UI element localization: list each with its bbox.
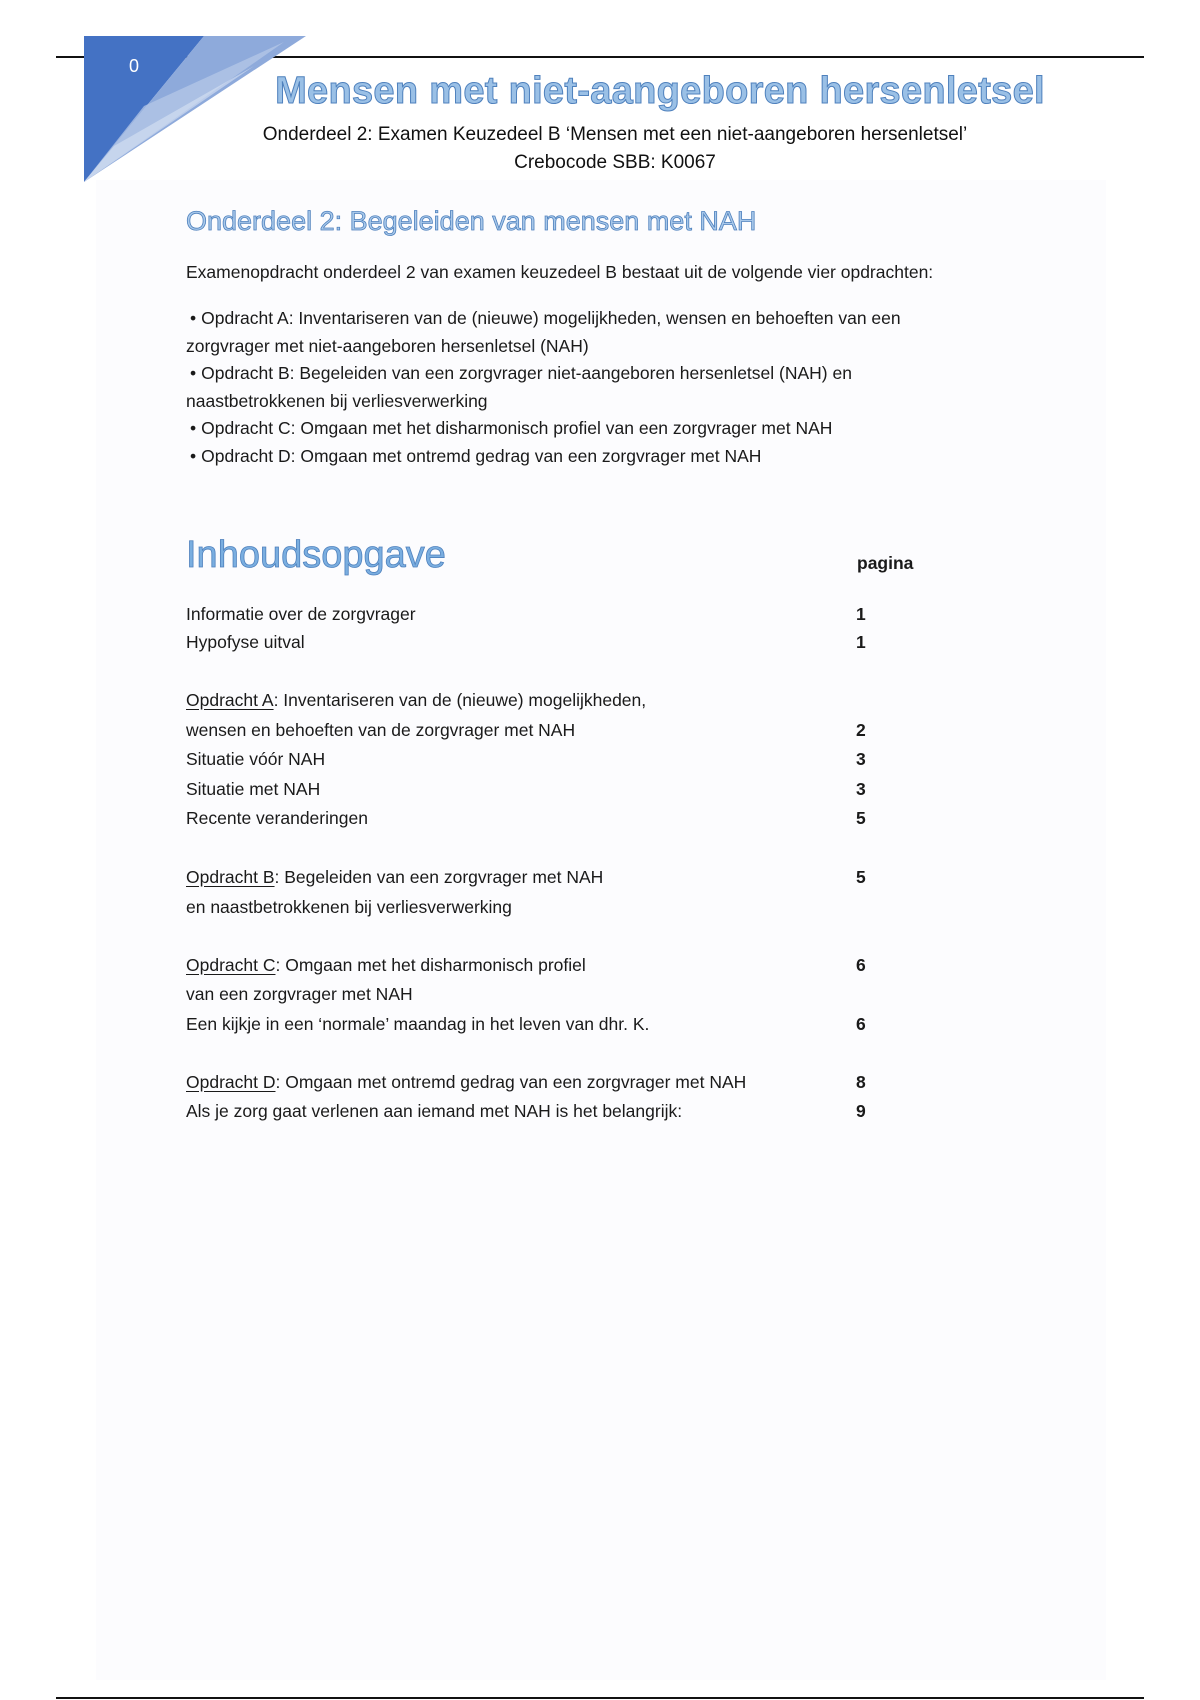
crebocode: Crebocode SBB: K0067	[514, 152, 716, 173]
section-heading: Onderdeel 2: Begeleiden van mensen met NAH	[186, 206, 757, 236]
toc-page-number: 6	[856, 955, 866, 975]
toc-page-label: pagina	[857, 553, 914, 573]
toc-entry: Opdracht B: Begeleiden van een zorgvrager met NAH 5	[186, 867, 866, 887]
toc-page-number: 2	[856, 720, 866, 740]
toc-page-number: 6	[856, 1014, 866, 1034]
list-item: • Opdracht D: Omgaan met ontremd gedrag van een zorgvrager met NAH	[190, 445, 762, 466]
toc-entry: Situatie met NAH 3	[186, 779, 866, 799]
toc-entry: Informatie over de zorgvrager 1	[186, 604, 866, 624]
toc-entry: en naastbetrokkenen bij verliesverwerking	[186, 897, 512, 917]
bullet-icon: •	[190, 418, 197, 438]
toc-entry: Hypofyse uitval 1	[186, 632, 866, 652]
list-item: • Opdracht A: Inventariseren van de (nieuwe) mogelijkheden, wensen en behoeften van een zorgvrager met niet-aangeboren hersenletsel (NAH)	[186, 308, 901, 356]
toc-entry: Situatie vóór NAH 3	[186, 749, 866, 769]
toc-page-number: 3	[856, 779, 866, 799]
toc-page-number: 1	[856, 632, 866, 652]
toc-link-opdracht-b: Opdracht B	[186, 867, 275, 887]
toc-entry: Opdracht C: Omgaan met het disharmonisch profiel 6	[186, 955, 866, 975]
toc-link-opdracht-c: Opdracht C	[186, 955, 276, 975]
toc-page-number: 3	[856, 749, 866, 769]
intro-text: Examenopdracht onderdeel 2 van examen keuzedeel B bestaat uit de volgende vier opdrachten:	[186, 262, 934, 282]
bullet-icon: •	[190, 308, 197, 328]
toc-page-number: 1	[856, 604, 866, 624]
document-subtitle: Onderdeel 2: Examen Keuzedeel B ‘Mensen met een niet-aangeboren hersenletsel’	[262, 124, 968, 145]
toc-entry: wensen en behoeften van de zorgvrager met NAH 2	[186, 720, 866, 740]
footer-rule	[56, 1697, 1144, 1699]
page-number: 0	[128, 56, 139, 76]
toc-page-number: 5	[856, 808, 866, 828]
toc-page-number: 8	[856, 1072, 866, 1092]
bullet-icon: •	[190, 363, 197, 383]
list-item: • Opdracht C: Omgaan met het disharmonisch profiel van een zorgvrager met NAH	[190, 418, 833, 438]
toc-entry: Een kijkje in een ‘normale’ maandag in het leven van dhr. K. 6	[186, 1014, 866, 1034]
toc-entry: Opdracht A: Inventariseren van de (nieuwe) mogelijkheden,	[186, 690, 647, 710]
toc-heading: Inhoudsopgave	[186, 534, 446, 576]
toc-link-opdracht-d: Opdracht D	[186, 1072, 276, 1092]
assignment-list	[186, 305, 1006, 470]
list-item: • Opdracht B: Begeleiden van een zorgvrager niet-aangeboren hersenletsel (NAH) en naastbetrokkenen bij verliesverwerking	[186, 363, 852, 411]
bullet-icon: •	[190, 445, 197, 466]
toc-entry: Recente veranderingen 5	[186, 808, 866, 828]
toc-entry: Opdracht D: Omgaan met ontremd gedrag van een zorgvrager met NAH 8	[186, 1072, 866, 1092]
toc-link-opdracht-a: Opdracht A	[186, 690, 274, 710]
toc-entry: Als je zorg gaat verlenen aan iemand met NAH is het belangrijk: 9	[186, 1101, 866, 1121]
toc-entry: van een zorgvrager met NAH	[186, 984, 413, 1004]
toc-page-number: 5	[856, 867, 866, 887]
toc-page-number: 9	[856, 1101, 866, 1121]
document-title: Mensen met niet-aangeboren hersenletsel	[275, 70, 1045, 112]
